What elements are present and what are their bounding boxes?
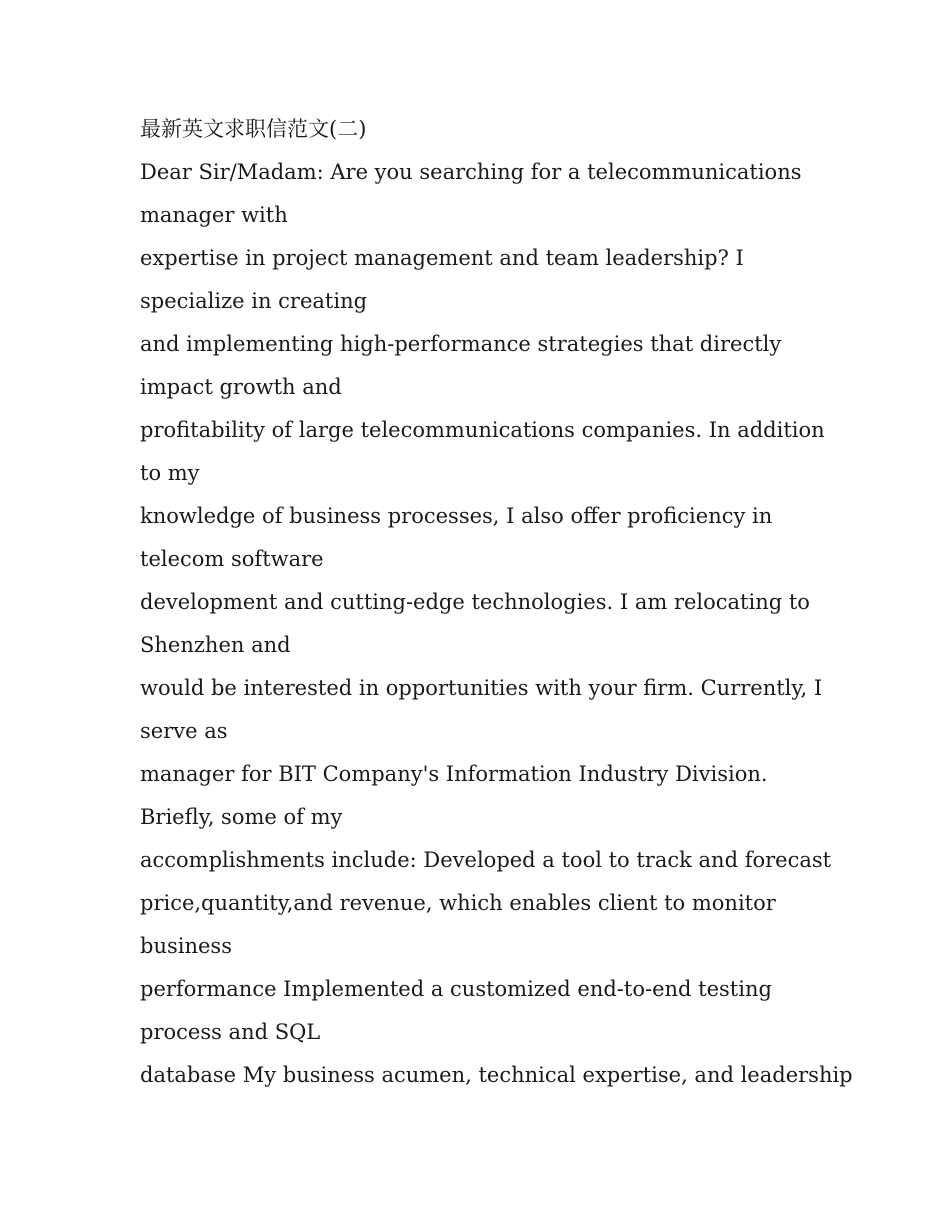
body-line: database My business acumen, technical expertise, and leadership [140, 1063, 853, 1087]
body-line: price,quantity,and revenue, which enables client to monitor [140, 891, 776, 915]
body-line: process and SQL [140, 1020, 321, 1044]
body-line: to my [140, 461, 200, 485]
body-line: serve as [140, 719, 228, 743]
body-line: expertise in project management and team leadership? I [140, 246, 744, 270]
body-line: profitability of large telecommunications companies. In addition [140, 418, 825, 442]
document-page [140, 108, 853, 1097]
body-line: Dear Sir/Madam: Are you searching for a telecommunications [140, 160, 802, 184]
body-line: impact growth and [140, 375, 342, 399]
body-line: knowledge of business processes, I also offer proficiency in [140, 504, 773, 528]
body-line: specialize in creating [140, 289, 368, 313]
body-line: Shenzhen and [140, 633, 291, 657]
body-line: manager for BIT Company's Information Industry Division. [140, 762, 768, 786]
body-line: Briefly, some of my [140, 805, 343, 829]
body-line: would be interested in opportunities with your firm. Currently, I [140, 676, 823, 700]
body-line: and implementing high-performance strategies that directly [140, 332, 782, 356]
body-line: business [140, 934, 232, 958]
body-line: telecom software [140, 547, 324, 571]
body-line: accomplishments include: Developed a tool to track and forecast [140, 848, 832, 872]
body-line: development and cutting-edge technologies. I am relocating to [140, 590, 810, 614]
document-title: 最新英文求职信范文(二) [140, 117, 367, 141]
body-line: manager with [140, 203, 288, 227]
body-line: performance Implemented a customized end-to-end testing [140, 977, 772, 1001]
document-body [140, 151, 853, 1097]
